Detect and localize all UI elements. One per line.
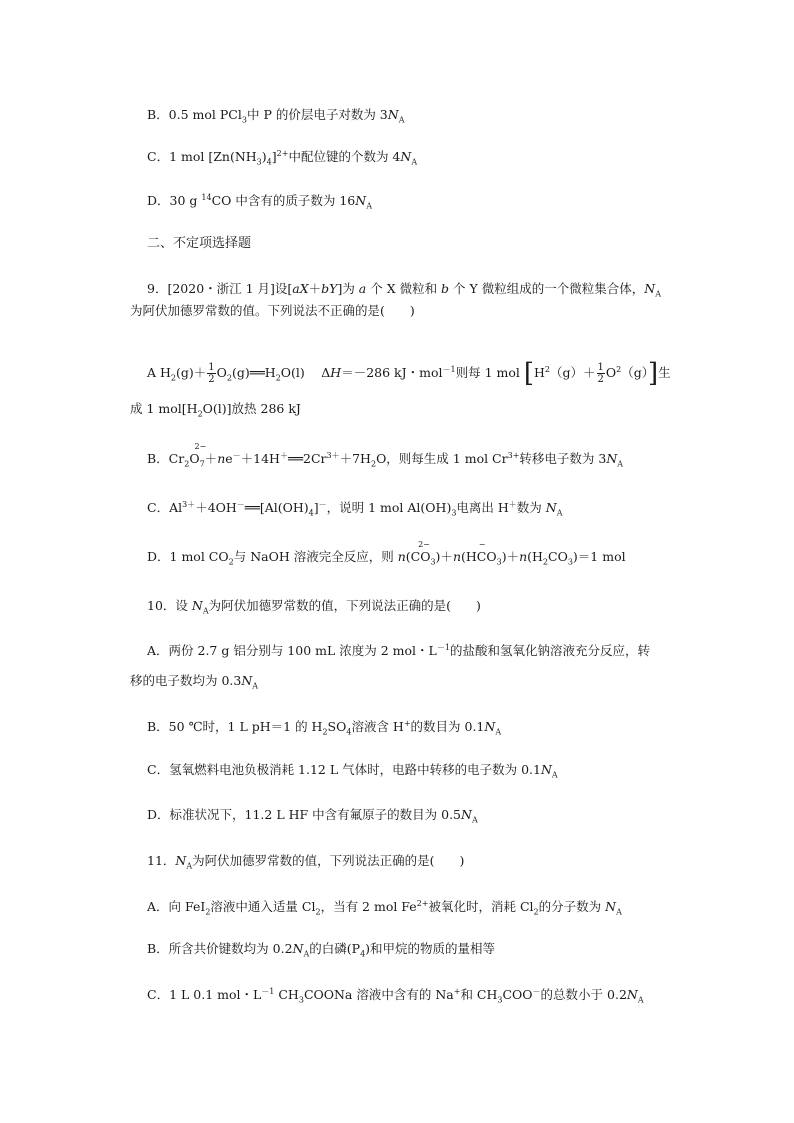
q10-option-b: B．50 ℃时，1 L pH＝1 的 $H_2SO_4$溶液含 H+的数目为 $0.1N_A$ [147, 718, 502, 737]
q10-option-a: A．两份 2.7 g 铝分别与 100 mL 浓度为 2 mol・$L^{-1}$的盐酸和氢氧化钠溶液充分反应，转 [147, 642, 650, 658]
q11-option-b: B．所含共价键数均为 $0.2N_A$的白磷$(P_4)$和甲烷的物质的量相等 [147, 941, 496, 959]
q9-option-a-line2: 成 1 $mol[H_2O(l)]$放热 286 kJ [130, 401, 301, 419]
q9-option-d: D．1 mol $CO_2$与 NaOH 溶液完全反应，则 n(CO 2− $_3$)＋n(HCO − $_3)+n(H_2CO_3)=1$ mol [147, 540, 626, 567]
section-heading: 二、不定项选择题 [147, 236, 252, 251]
right-bracket: ] [648, 358, 659, 389]
q10-option-d: D．标准状况下，11.2 L HF 中含有氟原子的数目为 $0.5N_A$ [147, 807, 478, 825]
q9-stem-line2: 为阿伏加德罗常数的值。下列说法不正确的是( ) [130, 303, 415, 318]
fraction-half: $\frac{1}{2}$ [208, 362, 215, 385]
q9-option-a: A $H_2(g)+$ $\frac{1}{2}$ $O_2(g)══H_2O(l)$ ΔH＝－286 kJ・mol$^{-1}$则每 1 mol [$H^2(g)+$ $\frac{1}{2}$ $O^2(g)$]生 [147, 358, 671, 389]
q9-option-b: B．$Cr_2O$ 2− $_7+ne^-+14H^+══2Cr^{3+}+7H_2O$，则每生成 1 mol $Cr^{3+}$转移电子数为 $3N_A$ [147, 442, 624, 469]
q11-option-a: A．向 FeI$_2$溶液中通入适量 $Cl_2$，当有 2 mol $Fe^{2+}$被氧化时，消耗 $Cl_2$的分子数为 $N_A$ [147, 898, 622, 917]
q11-stem: 11．$N_A$为阿伏加德罗常数的值，下列说法正确的是( ) [147, 853, 465, 871]
q11-option-c: C．1 L 0.1 mol・$L^{-1}$ $CH_3COONa$ 溶液中含有的 Na+和 $CH_3COO^-$的总数小于 $0.2N_A$ [147, 986, 644, 1005]
q10-option-a-line2: 移的电子数均为 $0.3N_A$ [130, 673, 259, 691]
q9-stem-line1: 9．[2020・浙江 1 月]设[aX＋bY]为 a 个 X 微粒和 b 个 Y 微粒组成的一个微粒集合体，$N_A$ [147, 281, 661, 299]
q10-stem: 10．设 $N_A$为阿伏加德罗常数的值，下列说法正确的是( ) [147, 598, 481, 616]
q8-option-b: B．0.5 mol PCl$_3$中 P 的价层电子对数为 $3N_A$ [147, 107, 405, 125]
q9-option-c: C．$Al^{3+}+4OH^-══[Al(OH)_4]^-$，说明 1 mol $Al(OH)_3$电离出 H＋数为 $N_A$ [147, 499, 563, 518]
q8-option-c: C．1 mol $[Zn(NH_3)_4]^{2+}$中配位键的个数为 $4N_A$ [147, 148, 418, 167]
q10-option-c: C．氢氧燃料电池负极消耗 1.12 L 气体时，电路中转移的电子数为 $0.1N_A$ [147, 762, 558, 780]
left-bracket: [ [523, 358, 535, 389]
q8-option-d: D．30 g $^{14}$CO 中含有的质子数为 $16N_A$ [147, 192, 372, 211]
fraction-half-2: $\frac{1}{2}$ [597, 362, 604, 385]
